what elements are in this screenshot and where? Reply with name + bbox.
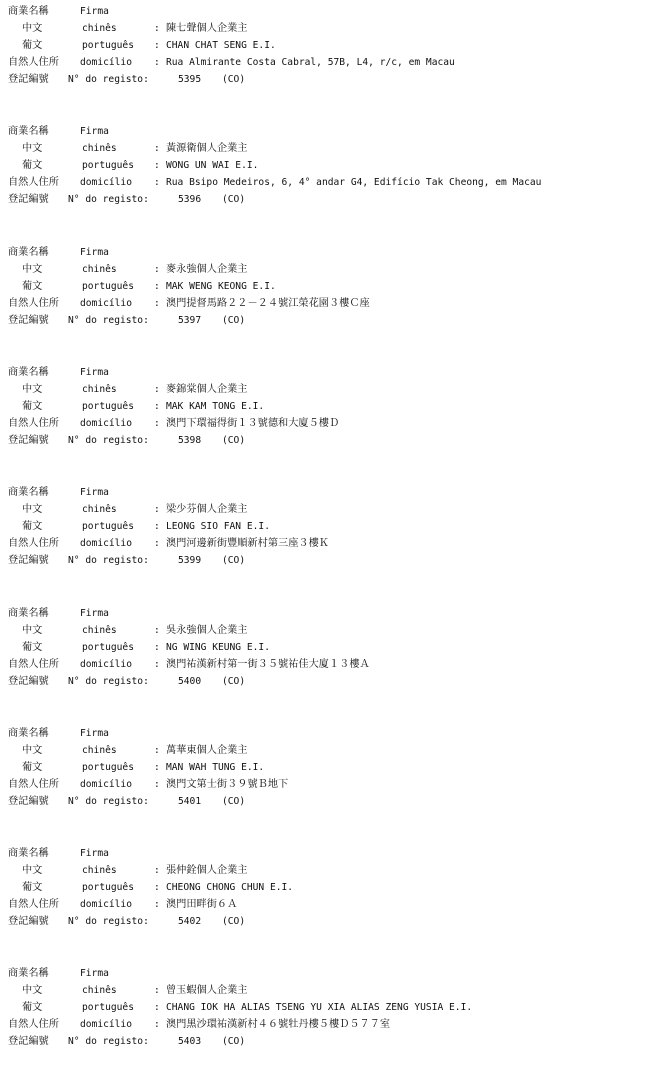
separator: : bbox=[154, 882, 160, 894]
chinese-label-cn: 中文 bbox=[22, 263, 43, 275]
firma-label-cn: 商業名稱 bbox=[8, 366, 49, 378]
separator: : bbox=[154, 40, 160, 51]
portuguese-label-cn: 葡文 bbox=[22, 280, 43, 292]
registration-code: (CO) bbox=[222, 795, 246, 807]
firm-name-portuguese: MAK KAM TONG E.I. bbox=[166, 400, 265, 412]
registration-label-cn: 登記編號 bbox=[8, 675, 49, 687]
portuguese-label-pt: português bbox=[82, 400, 134, 412]
chinese-label-cn: 中文 bbox=[22, 143, 43, 155]
chinese-label-pt: chinês bbox=[82, 985, 117, 997]
portuguese-label-cn: 葡文 bbox=[22, 521, 43, 533]
firma-label-cn: 商業名稱 bbox=[8, 968, 49, 980]
domicile-label-pt: domicílio bbox=[80, 899, 132, 911]
firm-name-chinese: 張仲銓個人企業主 bbox=[166, 865, 248, 877]
firma-label-pt: Firma bbox=[80, 366, 109, 378]
registration-label-pt: N° do registo: bbox=[68, 555, 149, 567]
separator: : bbox=[154, 383, 160, 395]
firm-name-portuguese: MAK WENG KEONG E.I. bbox=[166, 280, 276, 292]
firma-label-cn: 商業名稱 bbox=[8, 607, 49, 619]
separator: : bbox=[154, 624, 160, 636]
firma-label-cn: 商業名稱 bbox=[8, 487, 49, 499]
chinese-label-pt: chinês bbox=[82, 263, 117, 275]
registration-number: 5402 bbox=[178, 916, 202, 928]
firma-label-pt: Firma bbox=[80, 246, 109, 258]
registration-number: 5398 bbox=[178, 434, 202, 446]
portuguese-label-pt: português bbox=[82, 641, 134, 653]
firm-name-portuguese: CHEONG CHONG CHUN E.I. bbox=[166, 882, 294, 894]
registration-label-cn: 登記編號 bbox=[8, 1036, 49, 1048]
portuguese-label-pt: português bbox=[82, 521, 134, 533]
domicile-address: 澳門黑沙環祐漢新村４６號牡丹樓５樓Ｄ５７７室 bbox=[166, 1019, 391, 1031]
registration-label-cn: 登記編號 bbox=[8, 916, 49, 928]
registry-entry-5396 bbox=[8, 124, 656, 224]
portuguese-label-cn: 葡文 bbox=[22, 400, 43, 412]
domicile-address: 澳門田畔街６Ａ bbox=[166, 899, 238, 911]
registration-label-cn: 登記編號 bbox=[8, 194, 49, 206]
domicile-label-pt: domicílio bbox=[80, 297, 132, 309]
registration-label-cn: 登記編號 bbox=[8, 314, 49, 326]
domicile-label-cn: 自然人住所 bbox=[8, 57, 59, 68]
separator: : bbox=[154, 778, 160, 790]
separator: : bbox=[154, 23, 160, 34]
registration-label-cn: 登記編號 bbox=[8, 74, 49, 85]
registration-label-pt: N° do registo: bbox=[68, 434, 149, 446]
registration-label-pt: N° do registo: bbox=[68, 675, 149, 687]
portuguese-label-cn: 葡文 bbox=[22, 641, 43, 653]
domicile-label-cn: 自然人住所 bbox=[8, 177, 59, 189]
firma-label-cn: 商業名稱 bbox=[8, 727, 49, 739]
firm-name-chinese: 萬華東個人企業主 bbox=[166, 744, 248, 756]
domicile-label-pt: domicílio bbox=[80, 417, 132, 429]
firm-name-chinese: 麥錦棠個人企業主 bbox=[166, 383, 248, 395]
domicile-label-pt: domicílio bbox=[80, 1019, 132, 1031]
chinese-label-pt: chinês bbox=[82, 504, 117, 516]
separator: : bbox=[154, 160, 160, 172]
firma-label-cn: 商業名稱 bbox=[8, 6, 49, 17]
portuguese-label-pt: português bbox=[82, 160, 134, 172]
chinese-label-cn: 中文 bbox=[22, 383, 43, 395]
separator: : bbox=[154, 297, 160, 309]
separator: : bbox=[154, 504, 160, 516]
registry-entry-5397 bbox=[8, 245, 656, 345]
registration-label-pt: N° do registo: bbox=[68, 74, 149, 85]
separator: : bbox=[154, 658, 160, 670]
domicile-label-cn: 自然人住所 bbox=[8, 417, 59, 429]
firma-label-pt: Firma bbox=[80, 487, 109, 499]
registration-number: 5399 bbox=[178, 555, 202, 567]
portuguese-label-pt: português bbox=[82, 40, 134, 51]
domicile-address: Rua Bsipo Medeiros, 6, 4° andar G4, Edifício Tak Cheong, em Macau bbox=[166, 177, 542, 189]
chinese-label-pt: chinês bbox=[82, 23, 117, 34]
chinese-label-cn: 中文 bbox=[22, 985, 43, 997]
registration-code: (CO) bbox=[222, 1036, 246, 1048]
domicile-address: Rua Almirante Costa Cabral, 57B, L4, r/c, em Macau bbox=[166, 57, 455, 68]
chinese-label-cn: 中文 bbox=[22, 865, 43, 877]
registration-code: (CO) bbox=[222, 555, 246, 567]
firma-label-cn: 商業名稱 bbox=[8, 126, 49, 138]
firma-label-pt: Firma bbox=[80, 968, 109, 980]
firm-name-chinese: 曾玉蝦個人企業主 bbox=[166, 985, 248, 997]
separator: : bbox=[154, 1019, 160, 1031]
domicile-address: 澳門河邊新街豐順新村第三座３樓Ｋ bbox=[166, 538, 329, 550]
separator: : bbox=[154, 865, 160, 877]
chinese-label-cn: 中文 bbox=[22, 23, 43, 34]
registration-label-pt: N° do registo: bbox=[68, 1036, 149, 1048]
firm-name-portuguese: CHAN CHAT SENG E.I. bbox=[166, 40, 276, 51]
chinese-label-pt: chinês bbox=[82, 744, 117, 756]
registration-code: (CO) bbox=[222, 74, 246, 85]
firm-name-portuguese: WONG UN WAI E.I. bbox=[166, 160, 259, 172]
separator: : bbox=[154, 400, 160, 412]
separator: : bbox=[154, 538, 160, 550]
domicile-label-pt: domicílio bbox=[80, 57, 132, 68]
domicile-label-cn: 自然人住所 bbox=[8, 658, 59, 670]
separator: : bbox=[154, 417, 160, 429]
separator: : bbox=[154, 280, 160, 292]
registration-label-pt: N° do registo: bbox=[68, 916, 149, 928]
registration-code: (CO) bbox=[222, 194, 246, 206]
registration-number: 5401 bbox=[178, 795, 202, 807]
registration-label-pt: N° do registo: bbox=[68, 194, 149, 206]
registration-label-pt: N° do registo: bbox=[68, 795, 149, 807]
firma-label-pt: Firma bbox=[80, 607, 109, 619]
chinese-label-cn: 中文 bbox=[22, 624, 43, 636]
registration-label-pt: N° do registo: bbox=[68, 314, 149, 326]
firm-name-chinese: 陳七聲個人企業主 bbox=[166, 23, 248, 34]
registry-entry-5395 bbox=[8, 4, 656, 104]
domicile-label-cn: 自然人住所 bbox=[8, 297, 59, 309]
registry-entry-5399 bbox=[8, 485, 656, 585]
registry-entry-5398 bbox=[8, 365, 656, 465]
registration-label-cn: 登記編號 bbox=[8, 434, 49, 446]
separator: : bbox=[154, 985, 160, 997]
chinese-label-pt: chinês bbox=[82, 383, 117, 395]
registry-entry-5403 bbox=[8, 966, 656, 1066]
domicile-label-pt: domicílio bbox=[80, 177, 132, 189]
domicile-address: 澳門文第士街３９號Ｂ地下 bbox=[166, 778, 289, 790]
registry-entry-5402 bbox=[8, 846, 656, 946]
portuguese-label-cn: 葡文 bbox=[22, 761, 43, 773]
separator: : bbox=[154, 1002, 160, 1014]
firma-label-pt: Firma bbox=[80, 848, 109, 860]
portuguese-label-pt: português bbox=[82, 280, 134, 292]
registration-number: 5397 bbox=[178, 314, 202, 326]
chinese-label-cn: 中文 bbox=[22, 744, 43, 756]
firm-name-chinese: 梁少芬個人企業主 bbox=[166, 504, 248, 516]
domicile-label-pt: domicílio bbox=[80, 778, 132, 790]
portuguese-label-pt: português bbox=[82, 761, 134, 773]
separator: : bbox=[154, 177, 160, 189]
registry-entry-5401 bbox=[8, 726, 656, 826]
separator: : bbox=[154, 641, 160, 653]
domicile-label-pt: domicílio bbox=[80, 538, 132, 550]
firma-label-cn: 商業名稱 bbox=[8, 246, 49, 258]
registration-label-cn: 登記編號 bbox=[8, 555, 49, 567]
registration-code: (CO) bbox=[222, 434, 246, 446]
firma-label-pt: Firma bbox=[80, 126, 109, 138]
portuguese-label-cn: 葡文 bbox=[22, 160, 43, 172]
domicile-address: 澳門下環福得街１３號德和大廈５樓Ｄ bbox=[166, 417, 340, 429]
registration-code: (CO) bbox=[222, 916, 246, 928]
portuguese-label-cn: 葡文 bbox=[22, 40, 43, 51]
registration-code: (CO) bbox=[222, 314, 246, 326]
domicile-label-cn: 自然人住所 bbox=[8, 899, 59, 911]
domicile-address: 澳門提督馬路２２－２４號江榮花園３樓Ｃ座 bbox=[166, 297, 370, 309]
firm-name-portuguese: MAN WAH TUNG E.I. bbox=[166, 761, 265, 773]
chinese-label-cn: 中文 bbox=[22, 504, 43, 516]
separator: : bbox=[154, 744, 160, 756]
registration-code: (CO) bbox=[222, 675, 246, 687]
firma-label-cn: 商業名稱 bbox=[8, 848, 49, 860]
separator: : bbox=[154, 143, 160, 155]
portuguese-label-cn: 葡文 bbox=[22, 1002, 43, 1014]
domicile-label-pt: domicílio bbox=[80, 658, 132, 670]
chinese-label-pt: chinês bbox=[82, 624, 117, 636]
registry-entry-5400 bbox=[8, 606, 656, 706]
firma-label-pt: Firma bbox=[80, 6, 109, 17]
domicile-label-cn: 自然人住所 bbox=[8, 538, 59, 550]
domicile-address: 澳門祐漢新村第一街３５號祐佳大廈１３樓Ａ bbox=[166, 658, 370, 670]
domicile-label-cn: 自然人住所 bbox=[8, 1019, 59, 1031]
firm-name-chinese: 麥永強個人企業主 bbox=[166, 263, 248, 275]
firm-name-chinese: 吳永強個人企業主 bbox=[166, 624, 248, 636]
registration-number: 5396 bbox=[178, 194, 202, 206]
separator: : bbox=[154, 263, 160, 275]
portuguese-label-cn: 葡文 bbox=[22, 882, 43, 894]
separator: : bbox=[154, 57, 160, 68]
portuguese-label-pt: português bbox=[82, 882, 134, 894]
firma-label-pt: Firma bbox=[80, 727, 109, 739]
firm-name-portuguese: CHANG IOK HA ALIAS TSENG YU XIA ALIAS ZENG YUSIA E.I. bbox=[166, 1002, 473, 1014]
registration-number: 5400 bbox=[178, 675, 202, 687]
registration-number: 5403 bbox=[178, 1036, 202, 1048]
separator: : bbox=[154, 899, 160, 911]
firm-name-portuguese: NG WING KEUNG E.I. bbox=[166, 641, 270, 653]
chinese-label-pt: chinês bbox=[82, 865, 117, 877]
separator: : bbox=[154, 761, 160, 773]
firm-name-chinese: 黃源衛個人企業主 bbox=[166, 143, 248, 155]
firm-name-portuguese: LEONG SIO FAN E.I. bbox=[166, 521, 270, 533]
registration-label-cn: 登記編號 bbox=[8, 795, 49, 807]
domicile-label-cn: 自然人住所 bbox=[8, 778, 59, 790]
portuguese-label-pt: português bbox=[82, 1002, 134, 1014]
chinese-label-pt: chinês bbox=[82, 143, 117, 155]
registration-number: 5395 bbox=[178, 74, 202, 85]
separator: : bbox=[154, 521, 160, 533]
